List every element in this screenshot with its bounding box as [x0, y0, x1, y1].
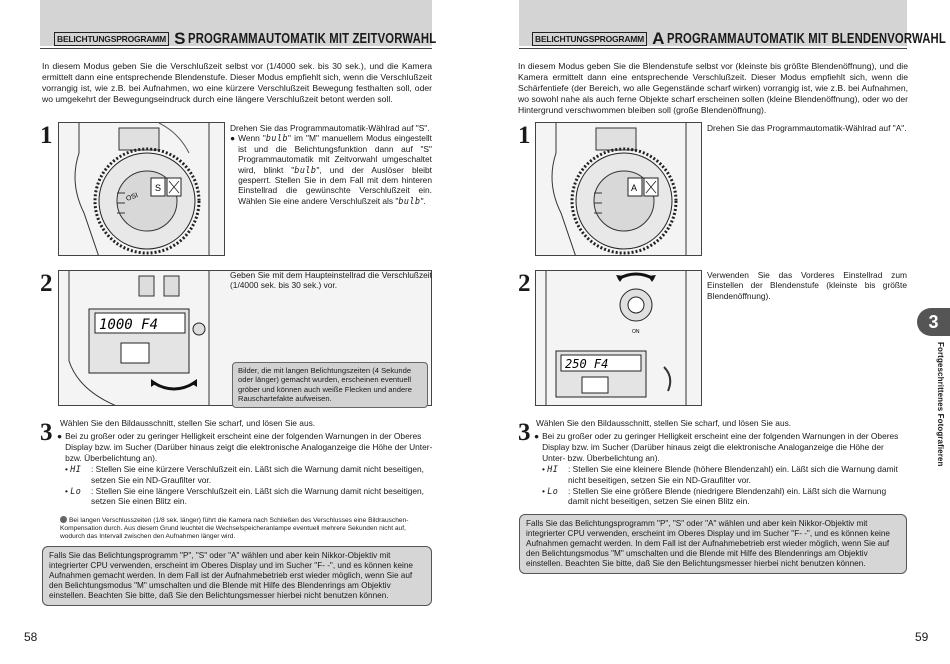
warning-lo — [57, 486, 433, 508]
page-number: 59 — [915, 630, 929, 644]
chapter-label: Fortgeschrittenes Fotografieren — [936, 342, 945, 467]
step-number: 1 — [40, 122, 53, 149]
warning-intro — [57, 431, 433, 464]
cpu-lens-note: Falls Sie das Belichtungsprogramm "P", "S" oder "A" wählen und aber kein Nikkor-Objektiv mit integrierter CPU verwenden, erscheint im Oberes Display und im Sucher "F- -", und es können keine Aufnahmen gemacht werden. In dem Fall ist der Aufnahmebetrieb erst wieder möglich, wenn Sie auf den Belichtungsmodus "M" umschalten und die Blende mit Hilfe des Blendenrings am Objektiv einstellen. Beachten Sie bitte, daß Sie den Belichtungsmesser hierbei nicht benutzen können. — [519, 514, 907, 574]
note-part: Wenn " — [238, 133, 266, 144]
note-part: " im "M" manuellem Modus eingestellt ist und die Belichtungsfunktion dann auf "S" Programmautomatik mit Zeitvorwahl umgeschaltet wird, blinkt " — [238, 133, 432, 175]
warning-intro-text: Bei zu großer oder zu geringer Helligkeit erscheint eine der folgenden Warnungen in der Oberes Display bzw. im Sucher (Darüber hinaus zeigt die elektronische Analoganzeige die Höhe der Unter- bzw. Überbelichtung an). — [65, 431, 433, 463]
page-title: PROGRAMMAUTOMATIK MIT BLENDENVORWAHL — [667, 31, 947, 47]
warning-lo — [534, 486, 908, 508]
step1-note-text — [238, 133, 432, 206]
note-part: ". — [420, 195, 426, 206]
section-title — [532, 31, 950, 47]
lcd-lo: Lo — [70, 485, 82, 496]
warning-lo-key: • Lo — [542, 485, 559, 496]
long-exposure-note: Bilder, die mit langen Belichtungszeiten (4 Sekunde oder länger) gemacht wurden, erscheinen eventuell gröber und können auch weiße Flecken und andere Rauschartefakte aufweisen. — [232, 362, 428, 408]
on-label: ON — [632, 329, 640, 335]
warning-intro — [534, 431, 908, 464]
lcd-shutter-readout: 1000 F4 — [99, 317, 159, 333]
section-title — [54, 31, 475, 47]
page-number: 58 — [24, 630, 38, 644]
mode-dial-illustration — [58, 122, 225, 256]
warning-lo-text: : Stellen Sie eine größere Blende (niedrigere Blendenzahl) ein. Läßt sich die Warnung damit nicht beseitigen, setzen Sie einen Blitz ein. — [568, 485, 887, 507]
step1-note — [230, 133, 432, 206]
lcd-lo: Lo — [547, 485, 559, 496]
step1-text — [230, 123, 432, 206]
step-number: 3 — [40, 419, 53, 446]
header-rule — [519, 48, 907, 49]
step-number: 3 — [518, 419, 531, 446]
step3-instruction: Wählen Sie den Bildausschnitt, stellen Sie scharf, und lösen Sie aus. — [536, 418, 792, 428]
note-part: ", und der Auslöser bleibt gesperrt. Stellen Sie in dem Fall mit dem hinteren Einstellrad die gewünschte Verschlußzeit ein. Wählen Sie eine andere Verschlußzeit als " — [238, 164, 432, 206]
intro-paragraph: In diesem Modus geben Sie die Verschlußzeit selbst vor (1/4000 sek. bis 30 sek.), und die Kamera ermittelt dann eine entsprechende Blendenstufe. Dieser Modus empfiehlt sich, wenn die Verschlußzeit vorrangig ist, wie z.B. bei Aufnahmen, wo eine kürzere Verschlußzeit Bewegung festhalten soll, oder wo umgekehrt der Bewegungseindruck durch eine längere Verschlußzeit betont werden soll. — [42, 61, 432, 104]
front-dial-illustration — [535, 270, 702, 406]
warning-hi-key: • HI — [65, 463, 82, 474]
cpu-lens-note: Falls Sie das Belichtungsprogramm "P", "S" oder "A" wählen und aber kein Nikkor-Objektiv mit integrierter CPU verwenden, erscheint im Oberes Display und im Sucher "F- -", und es können keine Aufnahmen gemacht werden. In dem Fall ist der Aufnahmebetrieb erst wieder möglich, wenn Sie auf den Belichtungsmodus "M" umschalten und die Blende mit Hilfe des Blendenrings am Objektiv einstellen. Beachten Sie bitte, daß Sie den Belichtungsmesser hierbei nicht benutzen können. — [42, 546, 432, 606]
step-number: 2 — [40, 270, 53, 297]
warning-hi-text: : Stellen Sie eine kürzere Verschlußzeit ein. Läßt sich die Warnung damit nicht beseitigen, setzen Sie ein ND-Graufilter vor. — [91, 463, 424, 485]
step1-instruction: Drehen Sie das Programmautomatik-Wählrad auf "A". — [707, 123, 907, 133]
step-number: 2 — [518, 270, 531, 297]
step2-text: Geben Sie mit dem Haupteinstellrad die Verschlußzeit (1/4000 sek. bis 30 sek.) vor. — [230, 270, 432, 291]
header-rule — [40, 48, 432, 49]
right-page — [475, 0, 950, 664]
lcd-bulb: bulb — [294, 164, 317, 175]
warning-hi — [57, 464, 433, 486]
memo-icon — [60, 516, 67, 523]
mode-dial-illustration — [535, 122, 702, 256]
noise-reduction-note-text: Bei langen Verschlusszeiten (1/8 sek. länger) führt die Kamera nach Schließen des Verschlusses eine Bildrauschen-Kompensation durch. Aus diesem Grund leuchtet die Wechselspeicheranlampe eventuell mehrere Sekunden nicht auf, wodurch das Intervall zwischen den Aufnahmen länger wird. — [60, 517, 409, 540]
dial-label-osi: OSI — [125, 192, 140, 203]
noise-reduction-note — [60, 516, 432, 541]
warning-list — [534, 431, 908, 507]
warning-hi-key: • HI — [542, 463, 559, 474]
lcd-hi: HI — [70, 463, 82, 474]
bullet-icon: ● — [534, 431, 540, 441]
step3-instruction: Wählen Sie den Bildausschnitt, stellen Sie scharf, und lösen Sie aus. — [60, 418, 316, 428]
step-number: 1 — [518, 122, 531, 149]
intro-paragraph: In diesem Modus geben Sie die Blendenstufe selbst vor (kleinste bis größte Blendenöffnung), und die Kamera ermittelt dann eine entsprechende Verschlußzeit. Dieser Modus empfiehlt sich, wenn die Schärfentiefe (der Bereich, wo alle Gegenstände scharf wirken) vorrangig ist, wie z.B. bei Aufnahmen, wo sowohl nahe als auch ferne Objekte scharf erscheinen sollen (kleine Blendenöffnung), oder wo der Hintergrund verschwommen bleiben soll (große Blendenöffnung). — [518, 61, 908, 115]
warning-lo-text: : Stellen Sie eine längere Verschlußzeit ein. Läßt sich die Warnung damit nicht beseitigen, setzen Sie einen Blitz ein. — [91, 485, 425, 507]
dial-label-a: A — [631, 183, 638, 193]
warning-list — [57, 431, 433, 507]
step1-instruction: Drehen Sie das Programmautomatik-Wählrad auf "S". — [230, 123, 430, 133]
dial-label-s: S — [155, 183, 162, 193]
bullet-icon: ● — [57, 431, 63, 441]
lcd-aperture-readout: 250 F4 — [565, 357, 609, 371]
lcd-hi: HI — [547, 463, 559, 474]
lcd-bulb: bulb — [265, 133, 289, 144]
bullet-icon: ● — [230, 133, 236, 144]
step2-instruction: Verwenden Sie das Vorderes Einstellrad zum Einstellen der Blendenstufe (kleinste bis größte Blendenöffnung). — [707, 270, 907, 301]
warning-hi-text: : Stellen Sie eine kleinere Blende (höhere Blendenzahl) ein. Läßt sich die Warnung damit nicht beseitigen, setzen Sie ein ND-Graufilter vor. — [568, 463, 898, 485]
warning-lo-key: • Lo — [65, 485, 82, 496]
exposure-program-tag: BELICHTUNGSPROGRAMM — [54, 32, 169, 46]
warning-intro-text: Bei zu großer oder zu geringer Helligkeit erscheint eine der folgenden Warnungen in der Oberes Display bzw. im Sucher (Darüber hinaus zeigt die elektronische Analoganzeige die Höhe der Unter- bzw. Überbelichtung an). — [542, 431, 899, 463]
mode-letter: S — [174, 29, 186, 48]
chapter-tab: 3 — [917, 308, 950, 336]
exposure-program-tag: BELICHTUNGSPROGRAMM — [532, 32, 647, 46]
page-title: PROGRAMMAUTOMATIK MIT ZEITVORWAHL — [188, 31, 437, 47]
mode-letter: A — [652, 29, 665, 48]
warning-hi — [534, 464, 908, 486]
lcd-bulb: bulb — [398, 195, 421, 206]
